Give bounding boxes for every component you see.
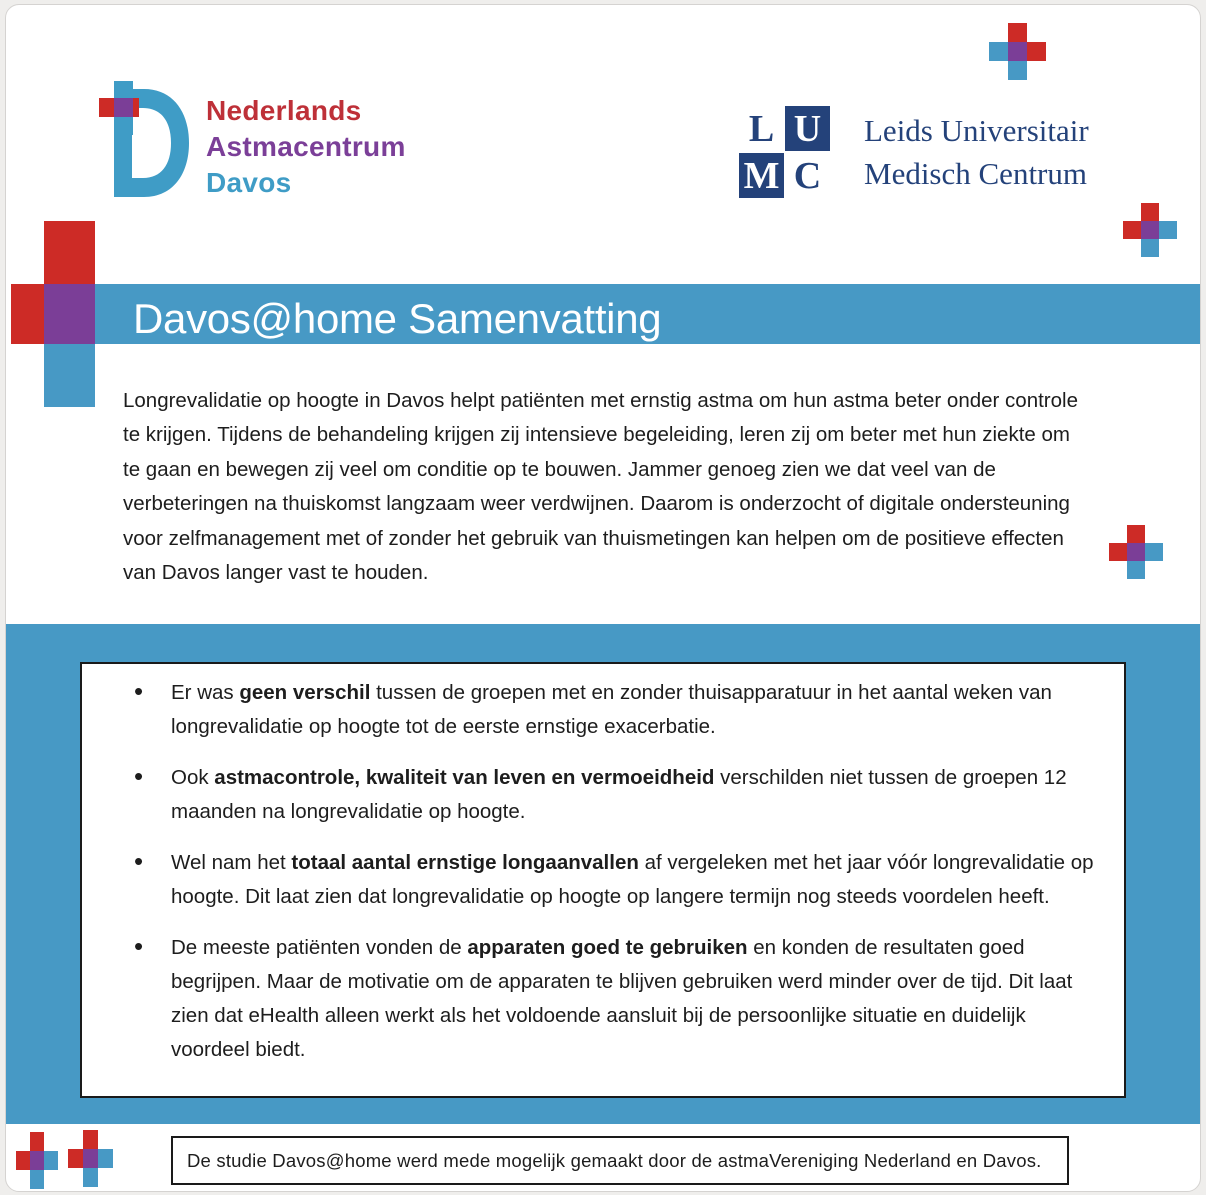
lumc-letter-u: U xyxy=(785,106,830,151)
header-cross-left-arm xyxy=(11,284,44,344)
bullet-item: • Er was geen verschil tussen de groepen met en zonder thuisapparatuur in het aantal weken van longrevalidatie op hoogte tot de eerste ernstige exacerbatie. xyxy=(82,676,1124,744)
plus-cross-icon xyxy=(989,23,1046,80)
findings-section xyxy=(6,624,1200,1124)
plus-cross-icon xyxy=(1109,525,1163,579)
lumc-name-line1: Leids Universitair xyxy=(864,113,1089,148)
page-title: Davos@home Samenvatting xyxy=(133,295,662,342)
findings-box xyxy=(80,662,1126,1098)
document-page xyxy=(5,4,1201,1192)
header-cross-bottom-arm xyxy=(44,344,95,407)
header-cross-center xyxy=(44,284,95,344)
bullet-item: • Wel nam het totaal aantal ernstige longaanvallen af vergeleken met het jaar vóór longrevalidatie op hoogte. Dit laat zien dat longrevalidatie op hoogte op langere termijn nog steeds voordelen heeft. xyxy=(82,846,1124,914)
davos-wordmark-line1: Nederlands xyxy=(206,95,362,126)
davos-logo-wordmark xyxy=(206,93,406,201)
plus-cross-icon xyxy=(16,1132,58,1189)
lumc-letter-c: C xyxy=(793,154,822,197)
lumc-name-line2: Medisch Centrum xyxy=(864,156,1087,191)
plus-cross-icon xyxy=(68,1130,113,1187)
lumc-letter-l: L xyxy=(748,107,775,150)
lumc-logo-icon xyxy=(739,106,831,198)
lumc-logo-name xyxy=(864,109,1089,195)
davos-d-icon xyxy=(99,81,191,201)
intro-paragraph: Longrevalidatie op hoogte in Davos helpt patiënten met ernstig astma om hun astma beter onder controle te krijgen. Tijdens de behandeling krijgen zij intensieve begeleiding, leren zij om beter met hun ziekte om te gaan en bewegen zij veel om conditie op te bouwen. Jammer genoeg zien we dat veel van de verbeteringen na thuiskomst langzaam weer verdwijnen. Daarom is onderzocht of digitale ondersteuning voor zelfmanagement met of zonder het gebruik van thuismetingen kan helpen om de positieve effecten van Davos langer vast te houden. xyxy=(123,388,1078,584)
lumc-letter-m: M xyxy=(739,153,784,198)
footer-credit-box xyxy=(171,1136,1069,1185)
footer-credit-text: De studie Davos@home werd mede mogelijk gemaakt door de astmaVereniging Nederland en Davos. xyxy=(187,1149,1042,1171)
header-cross-top-arm xyxy=(44,221,95,284)
bullet-item: • Ook astmacontrole, kwaliteit van leven en vermoeidheid verschilden niet tussen de groepen 12 maanden na longrevalidatie op hoogte. xyxy=(82,761,1124,829)
bullet-list xyxy=(82,664,1124,1067)
davos-logo-icon xyxy=(99,81,191,206)
bullet-item: • De meeste patiënten vonden de apparaten goed te gebruiken en konden de resultaten goed begrijpen. Maar de motivatie om de apparaten te blijven gebruiken werd minder over de tijd. Dit laat zien dat eHealth alleen werkt als het voldoende aansluit bij de persoonlijke situatie en duidelijk voordeel biedt. xyxy=(82,931,1124,1067)
davos-wordmark-line3: Davos xyxy=(206,167,292,198)
davos-wordmark-line2: Astmacentrum xyxy=(206,131,406,162)
plus-cross-icon xyxy=(1123,203,1177,257)
header-band xyxy=(44,284,1200,344)
